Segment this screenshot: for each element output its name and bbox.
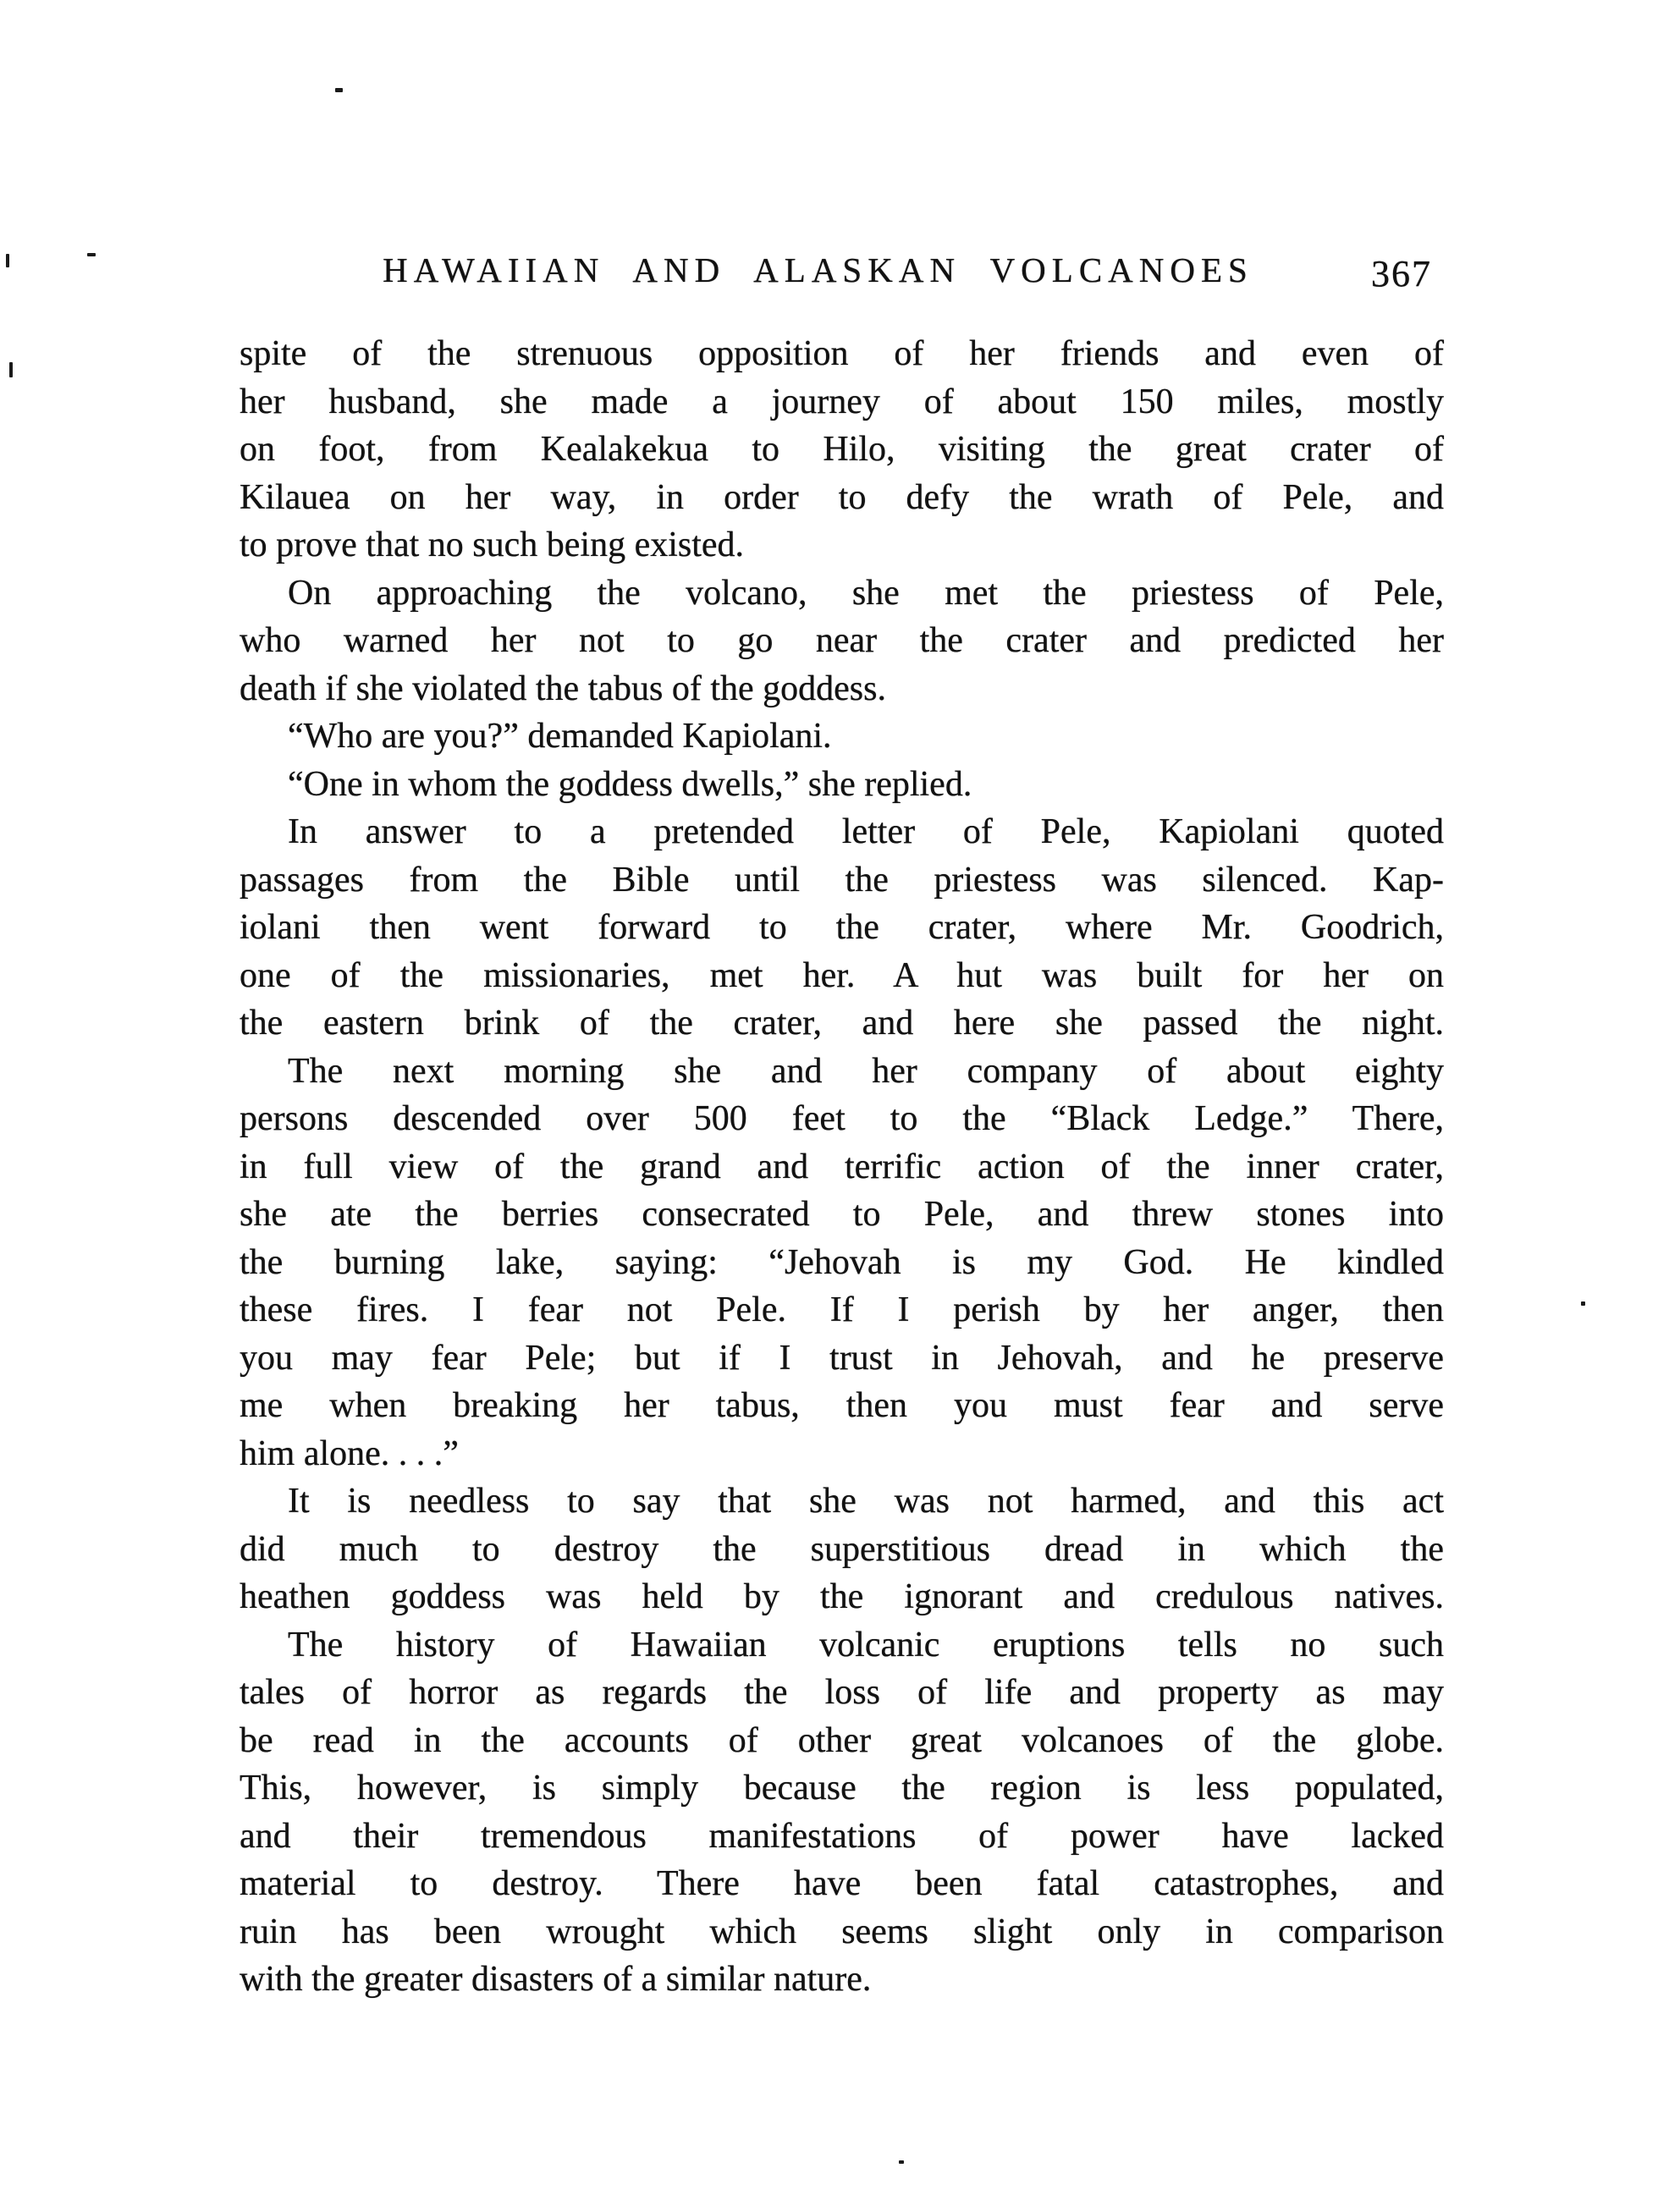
text-line: you may fear Pele; but if I trust in Jehovah, and he preserve [240,1338,1444,1378]
scan-speck [9,362,13,377]
text-line: me when breaking her tabus, then you must fear and serve [240,1386,1444,1425]
text-line: The history of Hawaiian volcanic eruptions tells no such [288,1625,1444,1665]
paragraph [240,713,1444,761]
text-line: be read in the accounts of other great volcanoes of the globe. [240,1720,1444,1760]
text-line: Kilauea on her way, in order to defy the wrath of Pele, and [240,477,1444,517]
text-line: It is needless to say that she was not harmed, and this act [288,1482,1444,1521]
text-line: in full view of the grand and terrific action of the inner crater, [240,1147,1444,1186]
scan-speck [335,88,343,92]
scan-speck [899,2160,904,2164]
text-line: On approaching the volcano, she met the priestess of Pele, [288,573,1444,613]
text-line: This, however, is simply because the region is less populated, [240,1769,1444,1808]
text-line: she ate the berries consecrated to Pele, and threw stones into [240,1195,1444,1234]
paragraph [240,570,1444,713]
text-line: the burning lake, saying: “Jehovah is my God. He kindled [240,1242,1444,1282]
text-line: material to destroy. There have been fatal catastrophes, and [240,1864,1444,1903]
text-line: on foot, from Kealakekua to Hilo, visiting the great crater of [240,430,1444,469]
text-line: these fires. I fear not Pele. If I perish by her anger, then [240,1290,1444,1329]
page-header [240,247,1444,301]
text-line: one of the missionaries, met her. A hut was built for her on [240,955,1444,995]
paragraph [240,1048,1444,1478]
text-line: “One in whom the goddess dwells,” she replied. [288,764,972,804]
text-line: did much to destroy the superstitious dread in which the [240,1529,1444,1569]
text-body [240,330,1444,2004]
text-line: death if she violated the tabus of the goddess. [240,669,886,708]
text-line: spite of the strenuous opposition of her friends and even of [240,334,1444,373]
text-line: her husband, she made a journey of about 150 miles, mostly [240,382,1444,421]
scan-speck [6,254,9,267]
text-line: tales of horror as regards the loss of life and property as may [240,1673,1444,1712]
paragraph [240,761,1444,809]
text-line: “Who are you?” demanded Kapiolani. [288,717,832,756]
text-line: to prove that no such being existed. [240,525,745,564]
running-title: HAWAIIAN AND ALASKAN VOLCANOES [383,250,1253,289]
text-line: who warned her not to go near the crater and predicted her [240,621,1444,660]
page-number: 367 [1371,253,1432,294]
scan-speck [1581,1301,1585,1306]
text-line: In answer to a pretended letter of Pele, Kapiolani quoted [288,812,1444,851]
paragraph [240,808,1444,1048]
text-line: heathen goddess was held by the ignorant and credulous natives. [240,1577,1444,1616]
text-line: The next morning she and her company of about eighty [288,1051,1444,1091]
text-line: with the greater disasters of a similar nature. [240,1960,872,1999]
text-line: iolani then went forward to the crater, where Mr. Goodrich, [240,908,1444,947]
text-line: passages from the Bible until the priestess was silenced. Kap- [240,860,1444,900]
paragraph [240,330,1444,570]
text-line: him alone. . . .” [240,1433,459,1473]
scan-speck [87,253,96,256]
paragraph [240,1477,1444,1621]
text-line: ruin has been wrought which seems slight only in comparison [240,1912,1444,1951]
paragraph [240,1621,1444,2004]
text-line: persons descended over 500 feet to the “Black Ledge.” There, [240,1099,1444,1138]
text-line: and their tremendous manifestations of power have lacked [240,1816,1444,1856]
text-line: the eastern brink of the crater, and here she passed the night. [240,1004,1444,1043]
